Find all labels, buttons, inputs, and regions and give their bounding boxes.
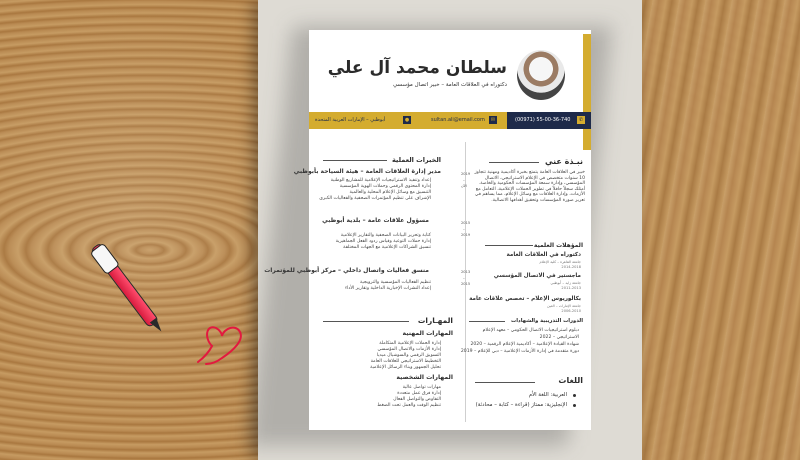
job-year-sep-3: – [463, 276, 465, 280]
job-year-end-3: 2015 [461, 282, 471, 286]
skills-title: المهـارات [417, 316, 453, 325]
pro-skill-2: إدارة الأزمات والاتصال المؤسسي [377, 347, 441, 352]
job-1-bullet-2: إدارة المحتوى الرقمي وحملات الهوية المؤسسية [339, 184, 431, 189]
job-year-start-3: 2013 [461, 270, 471, 274]
language-bullet [573, 404, 576, 407]
contact-phone: (00971) 55-00-36-740 [515, 117, 571, 123]
pro-skill-4: التخطيط الاستراتيجي للعلاقات العامة [370, 359, 441, 364]
language-bullet [573, 394, 576, 397]
contact-email: sultan.ali@email.com [431, 117, 485, 123]
location-pin-icon: ● [404, 117, 410, 123]
phone-icon: ✆ [578, 117, 584, 123]
contact-location: أبوظبي – الإمارات العربية المتحدة [315, 117, 386, 123]
email-icon: ✉ [490, 117, 496, 123]
course-item-4: دورة متقدمة في إدارة الأزمات الإعلامية – دبي للإعلام – 2019 [460, 349, 579, 354]
edu-degree-1: دكتوراه في العلاقات العامة [506, 252, 581, 258]
resume-page [264, 30, 591, 430]
edu-place-1: جامعة القاهرة – كلية الإعلام [539, 260, 581, 264]
about-text: خبير في العلاقات العامة يتمتع بخبرة أكاديمية ومهنية تتجاوز 10 سنوات متخصص في الإعلام الاستراتيجي، الاتصال المؤسسي، وإدارة سمعة المؤسسات الحكومية والخاصة. أمتلك سجلاً حافلاً في تطوير الحملات الإعلامية، التعامل مع الأزمات، وإدارة العلاقات مع وسائل الإعلام، مما يساهم في تعزيز صورة المؤسسات وتحقيق أهدافها الاتصالية. [474, 170, 585, 203]
contact-bar [309, 112, 591, 129]
edu-year-2: 2011-2013 [561, 286, 581, 290]
courses-title: الدورات التدريبية والشهادات [511, 318, 583, 324]
job-1-bullet-3: التنسيق مع وسائل الإعلام المحلية والعالمية [349, 190, 431, 195]
job-role-2: مسؤول علاقات عامة – بلدية أبوظبي [322, 217, 429, 224]
job-year-sep-1: – [463, 178, 465, 182]
job-year-end-2: 2019 [461, 233, 471, 237]
about-title: نبـذة عني [545, 157, 583, 166]
edu-degree-2: ماجستير في الاتصال المؤسسي [493, 273, 581, 279]
job-1-bullet-1: إعداد وتنفيذ الاستراتيجيات الإعلامية للمشاريع الوطنية [330, 178, 431, 183]
job-2-bullet-3: تنسيق الشراكات الإعلامية مع الجهات المختلفة [343, 245, 431, 250]
profile-photo [517, 50, 565, 100]
courses-rule [469, 321, 505, 322]
job-year-start-2: 2015 [461, 221, 471, 225]
job-role-3: منسق فعاليات واتصال داخلي – مركز أبوظبي للمؤتمرات [264, 267, 429, 274]
personal-skill-3: التفاوض والتواصل الفعال [393, 397, 441, 402]
job-year-sep-2: – [463, 227, 465, 231]
languages-rule [475, 382, 535, 383]
job-2-bullet-2: إدارة حملات التوعية وقياس ردود الفعل الجماهيرية [335, 239, 431, 244]
personal-skills-title: المهارات الشخصية [396, 374, 453, 381]
job-year-end-1: الآن [461, 184, 467, 188]
pro-skill-1: إدارة الحملات الإعلامية المتكاملة [379, 341, 441, 346]
edu-place-3: جامعة الإمارات – العين [547, 304, 581, 308]
language-item-2: الإنجليزية: ممتاز (قراءة – كتابة – محادثة) [475, 402, 567, 408]
experience-rule [323, 160, 387, 161]
edu-year-3: 2006-2010 [561, 309, 581, 313]
personal-skill-1: مهارات تواصل عالية [402, 385, 441, 390]
education-title: المؤهلات العلمية [533, 242, 583, 249]
job-3-bullet-2: إعداد النشرات الإخبارية الداخلية وتقارير الأداء [344, 286, 431, 291]
professional-skills-title: المهارات المهنية [402, 330, 453, 337]
experience-title: الخبرات العملية [391, 156, 441, 164]
pen-tip [150, 318, 165, 334]
skills-rule [323, 321, 409, 322]
job-2-bullet-1: كتابة وتحرير البيانات الصحفية والتقارير الإعلامية [340, 233, 431, 238]
pro-skill-3: التسويق الرقمي والسوشيال ميديا [376, 353, 441, 358]
edu-place-2: جامعة زايد – أبوظبي [550, 281, 581, 285]
pro-skill-5: تحليل الجمهور وبناء الرسائل الإعلامية [370, 365, 441, 370]
languages-title: اللغات [558, 376, 583, 385]
personal-skill-2: إدارة فرق عمل متعددة [397, 391, 441, 396]
edu-year-1: 2014-2018 [561, 265, 581, 269]
person-title: دكتوراه في العلاقات العامة – خبير اتصال مؤسسي [392, 82, 507, 88]
course-item-3: شهادة القيادة الإعلامية – أكاديمية الإعلام الرقمية – 2020 [470, 342, 579, 347]
course-item-2: الاستراتيجي – 2022 [539, 335, 579, 340]
job-1-bullet-4: الإشراف على تنظيم المؤتمرات الصحفية والفعاليات الكبرى [319, 196, 431, 201]
personal-skill-4: تنظيم الوقت والعمل تحت الضغط [377, 403, 441, 408]
about-rule [489, 162, 539, 163]
person-name: سلطان محمد آل علي [327, 58, 507, 78]
job-role-1: مدير إدارة العلاقات العامة – هيئة السياحة بأبوظبي [293, 168, 441, 175]
heart-doodle-icon [192, 310, 252, 370]
course-item-1: دبلوم استراتيجيات الاتصال الحكومي – معهد الإعلام [482, 328, 579, 333]
education-rule [485, 245, 533, 246]
edu-degree-3: بكالوريوس الإعلام – تخصص علاقات عامة [469, 296, 581, 302]
header-accent-bar [583, 34, 591, 150]
job-3-bullet-1: تنظيم الفعاليات المؤسسية والترويجية [359, 280, 431, 285]
job-year-start-1: 2019 [461, 172, 471, 176]
language-item-1: العربية: اللغة الأم [528, 392, 567, 398]
